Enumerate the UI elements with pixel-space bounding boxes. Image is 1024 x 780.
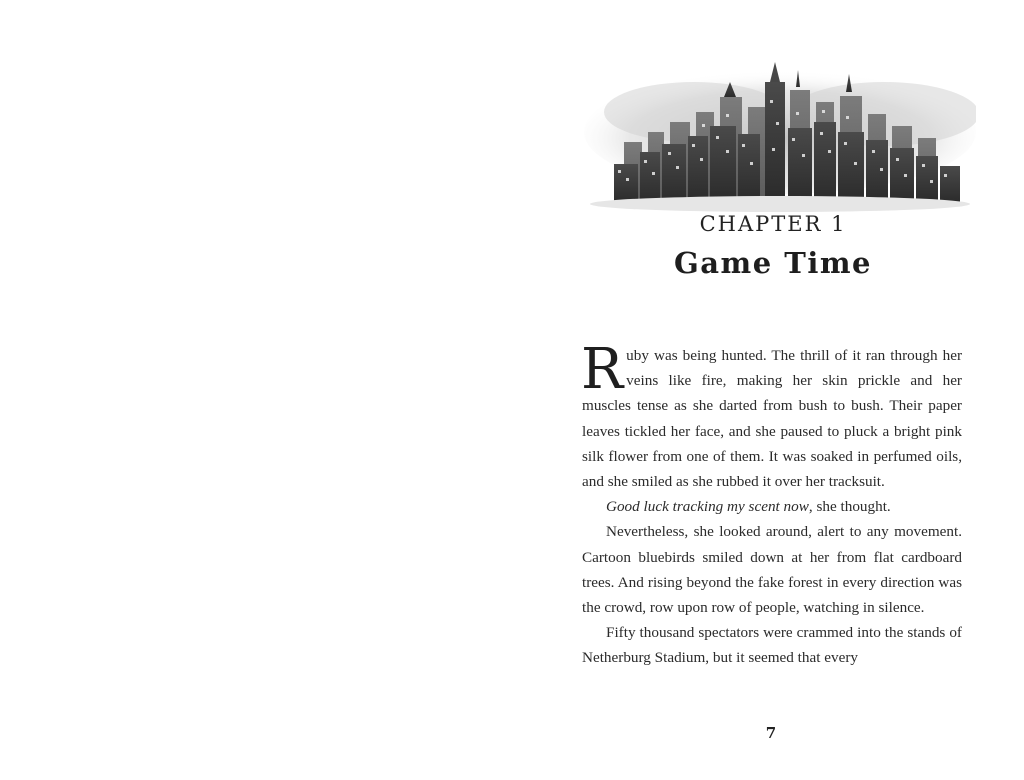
chapter-title: Game Time (673, 246, 873, 280)
paragraph-2 (582, 494, 962, 519)
city-skyline-illustration (584, 52, 976, 212)
chapter-label: CHAPTER 1 (699, 212, 847, 236)
paragraph-2-text: , she thought. (808, 498, 891, 516)
paragraph-4: Fifty thousand spectators were crammed into the stands of Netherburg Stadium, but it seemed that every (582, 624, 962, 667)
paragraph-1-text: uby was being hunted. The thrill of it ran through her veins like fire, making her skin prickle and her muscles tense as she darted from bush to bush. Their paper leaves tickled her face, and she paused to pluck a bright pink silk flower from one of them. It was soaked in perfumed oils, and she smiled as she rubbed it over her tracksuit. (582, 347, 962, 491)
chapter-body (581, 337, 962, 671)
drop-cap: R (581, 337, 624, 402)
right-page (512, 0, 1024, 780)
paragraph-2-italic: Good luck tracking my scent now (606, 498, 809, 516)
page-number: 7 (765, 724, 777, 742)
paragraph-1 (581, 337, 962, 494)
paragraph-3: Nevertheless, she looked around, alert to any movement. Cartoon bluebirds smiled down at her from flat cardboard trees. And rising beyond the fake forest in every direction was the crowd, row upon row of people, watching in silence. (582, 523, 962, 617)
